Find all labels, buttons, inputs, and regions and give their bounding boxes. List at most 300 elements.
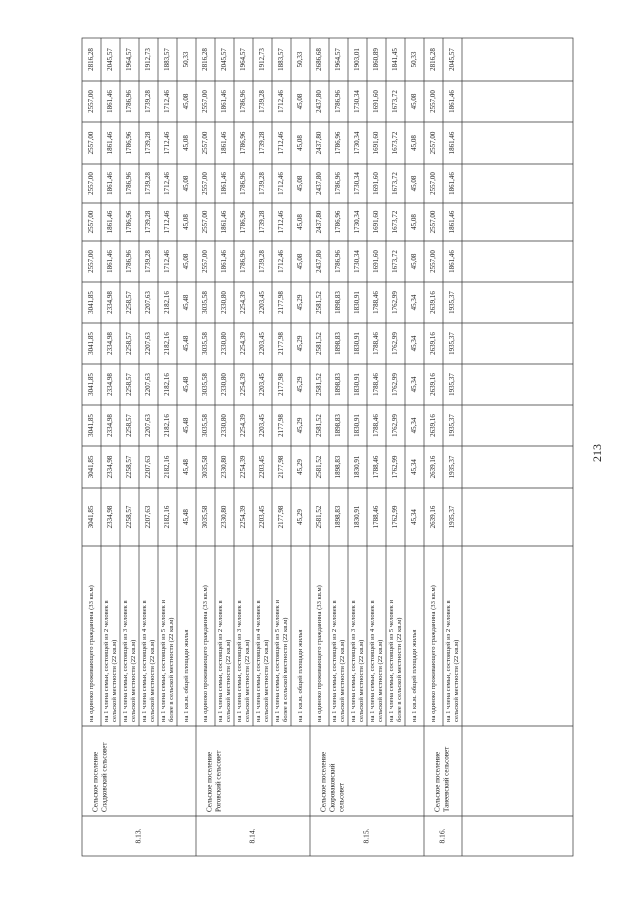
cell-value: 1762,99: [391, 505, 400, 529]
cell-value: 2258,57: [125, 455, 134, 479]
cell-value: 45,34: [410, 459, 419, 475]
table-row: [315, 48, 323, 722]
cell-value: 2182,16: [163, 332, 172, 355]
cell-value: 3041,85: [87, 332, 96, 355]
cell-value: 45,08: [182, 93, 191, 110]
cell-value: 45,48: [182, 376, 191, 393]
cell-value: 2258,57: [125, 291, 134, 314]
cell-value: 1964,57: [125, 48, 134, 71]
cell-value: 2557,00: [429, 250, 438, 273]
cell-value: 2816,28: [429, 48, 438, 71]
cell-value: 2254,39: [239, 373, 248, 396]
group-number: 8.15.: [361, 828, 371, 844]
row-label: на 1 члена семьи, состоящей из 3 человек в: [122, 600, 130, 722]
row-label: на 1 члена семьи, состоящей из 2 человек в: [103, 600, 111, 722]
cell-value: 2203,45: [258, 455, 267, 479]
table-row: [215, 38, 232, 726]
cell-value: 1730,34: [353, 172, 362, 195]
cell-value: 2203,45: [258, 332, 267, 355]
cell-value: 2045,57: [220, 48, 229, 71]
cell-value: 1898,83: [334, 291, 343, 314]
row-label: на 1 члена семьи, состоящей из 2 человек в: [331, 600, 339, 722]
row-label: на 1 члена семьи, состоящей из 2 человек в: [217, 600, 225, 722]
cell-value: 2437,80: [315, 90, 324, 113]
cell-value: 2557,00: [87, 210, 96, 234]
cell-value: 45,29: [296, 417, 305, 434]
cell-value: 2557,00: [201, 250, 210, 273]
row-label: более в сельской местности (22 кв.м): [168, 617, 176, 722]
cell-value: 1898,83: [334, 455, 343, 479]
cell-value: 1739,28: [144, 250, 153, 273]
cell-value: 2437,80: [315, 172, 324, 195]
cell-value: 1712,46: [163, 210, 172, 234]
cell-value: 2258,57: [125, 373, 134, 396]
row-label: сельской местности (22 кв.м): [130, 639, 138, 722]
cell-value: 45,29: [296, 509, 305, 525]
table-row: [386, 38, 403, 726]
cell-value: 1712,46: [277, 90, 286, 113]
cell-value: 2254,39: [239, 455, 248, 479]
cell-value: 1730,34: [353, 250, 362, 273]
cell-value: 2330,80: [220, 291, 229, 314]
cell-value: 2557,00: [201, 172, 210, 195]
table-row: [348, 38, 365, 726]
cell-value: 3035,58: [201, 291, 210, 314]
cell-value: 1730,34: [353, 131, 362, 155]
cell-value: 2557,00: [87, 250, 96, 273]
cell-value: 2581,52: [315, 332, 324, 355]
cell-value: 1712,46: [163, 90, 172, 113]
table-frame: [82, 38, 573, 856]
row-label: на 1 члена семьи, состоящей из 4 человек в: [369, 600, 377, 722]
cell-value: 2177,98: [277, 505, 286, 529]
table-group-8-13: [87, 38, 196, 856]
cell-value: 2330,80: [220, 414, 229, 437]
cell-value: 1712,46: [163, 131, 172, 155]
cell-value: 45,48: [182, 294, 191, 311]
cell-value: 1730,34: [353, 210, 362, 234]
cell-value: 3041,85: [87, 414, 96, 437]
cell-value: 2258,57: [125, 414, 134, 437]
cell-value: 1788,46: [372, 373, 381, 396]
row-label: на одиноко проживающего гражданина (33 кв.м): [316, 585, 324, 722]
cell-value: 45,08: [410, 175, 419, 192]
table-row: [272, 38, 289, 726]
settlement-name: Сельское поселение: [205, 751, 214, 812]
cell-value: 2207,63: [144, 332, 153, 355]
cell-value: 45,48: [182, 335, 191, 352]
cell-value: 2207,63: [144, 414, 153, 437]
cell-value: 1712,46: [163, 250, 172, 273]
cell-value: 2581,52: [315, 455, 324, 479]
cell-value: 2557,00: [87, 90, 96, 113]
cell-value: 1786,96: [239, 131, 248, 155]
cell-value: 1788,46: [372, 291, 381, 314]
cell-value: 45,08: [296, 175, 305, 192]
row-label: на одиноко проживающего гражданина (33 кв.м): [88, 585, 96, 722]
cell-value: 1898,83: [334, 505, 343, 529]
row-label: сельской местности (22 кв.м): [149, 639, 157, 722]
cell-value: 2254,39: [239, 332, 248, 355]
row-label: более в сельской местности (22 кв.м): [396, 617, 404, 722]
cell-value: 1935,37: [448, 455, 457, 479]
cell-value: 1861,46: [106, 250, 115, 273]
cell-value: 2182,16: [163, 505, 172, 529]
cell-value: 45,48: [182, 417, 191, 434]
cell-value: 45,29: [296, 459, 305, 475]
cell-value: 1830,91: [353, 291, 362, 314]
row-label: на 1 кв.м. общей площади жилья: [297, 629, 305, 722]
cell-value: 1860,89: [372, 48, 381, 71]
row-label: на 1 члена семьи, состоящей из 2 человек в: [445, 600, 453, 722]
cell-value: 45,08: [410, 214, 419, 230]
cell-value: 45,29: [296, 294, 305, 311]
cell-value: 50,33: [410, 51, 419, 68]
cell-value: 2330,80: [220, 373, 229, 396]
cell-value: 1739,28: [144, 90, 153, 113]
cell-value: 1861,46: [220, 210, 229, 234]
row-label: сельской местности (22 кв.м): [453, 639, 461, 722]
cell-value: 1673,72: [391, 90, 400, 113]
cell-value: 1964,57: [239, 48, 248, 71]
cell-value: 2177,98: [277, 373, 286, 396]
cell-value: 2207,63: [144, 373, 153, 396]
cell-value: 2557,00: [429, 90, 438, 113]
table-row: [139, 38, 156, 726]
cell-value: 1691,60: [372, 172, 381, 195]
table-row: [253, 38, 270, 726]
cell-value: 1730,34: [353, 90, 362, 113]
cell-value: 2207,63: [144, 505, 153, 529]
cell-value: 2203,45: [258, 505, 267, 529]
cell-value: 2207,63: [144, 455, 153, 479]
cell-value: 45,08: [182, 175, 191, 192]
cell-value: 1935,37: [448, 414, 457, 437]
cell-value: 1861,46: [448, 131, 457, 155]
table-row: [234, 38, 251, 726]
cell-value: 1861,46: [220, 172, 229, 195]
cell-value: 1712,46: [163, 172, 172, 195]
cell-value: 2330,80: [220, 332, 229, 355]
cell-value: 45,34: [410, 417, 419, 434]
row-label: на одиноко проживающего гражданина (33 кв.м): [430, 585, 438, 722]
cell-value: 45,08: [296, 214, 305, 230]
cell-value: 3041,85: [87, 291, 96, 314]
cell-value: 1739,28: [258, 131, 267, 155]
cell-value: 1841,45: [391, 48, 400, 71]
cell-value: 1861,46: [220, 90, 229, 113]
cell-value: 1739,28: [144, 131, 153, 155]
cell-value: 1712,46: [277, 131, 286, 155]
cell-value: 1830,91: [353, 414, 362, 437]
cell-value: 3035,58: [201, 373, 210, 396]
cell-value: 1935,37: [448, 332, 457, 355]
cell-value: 2203,45: [258, 291, 267, 314]
table-row: [405, 38, 418, 726]
cell-value: 1830,91: [353, 505, 362, 529]
cell-value: 1673,72: [391, 131, 400, 155]
cell-value: 1786,96: [334, 210, 343, 234]
cell-value: 2334,98: [106, 373, 115, 396]
cell-value: 2557,00: [201, 210, 210, 234]
cell-value: 1883,57: [163, 48, 172, 71]
cell-value: 2557,00: [87, 131, 96, 155]
cell-value: 1861,46: [106, 172, 115, 195]
cell-value: 1673,72: [391, 172, 400, 195]
table-row: [367, 38, 384, 726]
cell-value: 2581,52: [315, 291, 324, 314]
cell-value: 2177,98: [277, 455, 286, 479]
cell-value: 2639,16: [429, 505, 438, 529]
row-label: сельской местности (22 кв.м): [111, 639, 119, 722]
cell-value: 45,08: [296, 253, 305, 270]
cell-value: 3041,85: [87, 373, 96, 396]
cell-value: 45,29: [296, 335, 305, 352]
cell-value: 45,34: [410, 509, 419, 525]
cell-value: 1861,46: [106, 90, 115, 113]
row-label: более в сельской местности (22 кв.м): [282, 617, 290, 722]
cell-value: 45,48: [182, 509, 191, 525]
cell-value: 2254,39: [239, 505, 248, 529]
cell-value: 45,29: [296, 376, 305, 393]
cell-value: 2045,57: [448, 48, 457, 71]
cell-value: 2639,16: [429, 373, 438, 396]
cell-value: 1830,91: [353, 332, 362, 355]
cell-value: 1786,96: [125, 131, 134, 155]
cell-value: 2581,52: [315, 505, 324, 529]
cell-value: 2207,63: [144, 291, 153, 314]
cell-value: 1861,46: [106, 210, 115, 234]
cell-value: 1912,73: [144, 48, 153, 71]
cell-value: 1861,46: [448, 90, 457, 113]
table-row: [177, 38, 190, 726]
cell-value: 1739,28: [144, 210, 153, 234]
cell-value: 45,08: [296, 135, 305, 151]
cell-value: 2182,16: [163, 291, 172, 314]
settlement-name: Роговский сельсовет: [214, 750, 223, 812]
cell-value: 1861,46: [448, 250, 457, 273]
settlement-name: Сельское поселение: [319, 751, 328, 812]
group-number: 8.13.: [133, 828, 143, 844]
cell-value: 1691,60: [372, 90, 381, 113]
table-group-8-15: [315, 38, 424, 856]
cell-value: 2258,57: [125, 332, 134, 355]
cell-value: 1712,46: [277, 210, 286, 234]
cell-value: 1861,46: [106, 131, 115, 155]
cell-value: 1935,37: [448, 291, 457, 314]
row-label: на одиноко проживающего гражданина (33 кв.м): [202, 585, 210, 722]
cell-value: 1912,73: [258, 48, 267, 71]
cell-value: 2254,39: [239, 291, 248, 314]
cell-value: 1786,96: [334, 131, 343, 155]
cell-value: 2334,98: [106, 291, 115, 314]
cell-value: 1786,96: [334, 90, 343, 113]
cell-value: 2182,16: [163, 414, 172, 437]
cell-value: 2437,80: [315, 210, 324, 234]
row-label: на 1 члена семьи, состоящей из 3 человек в: [236, 600, 244, 722]
cell-value: 2639,16: [429, 455, 438, 479]
cell-value: 2203,45: [258, 373, 267, 396]
table-row: [87, 48, 95, 722]
cell-value: 1830,91: [353, 455, 362, 479]
cell-value: 1788,46: [372, 332, 381, 355]
cell-value: 1762,99: [391, 414, 400, 437]
cell-value: 45,08: [296, 93, 305, 110]
cell-value: 2334,98: [106, 455, 115, 479]
settlement-name: Танеевский сельсовет: [442, 746, 451, 812]
cell-value: 1861,46: [220, 250, 229, 273]
cell-value: 50,33: [296, 51, 305, 68]
cell-value: 1786,96: [125, 210, 134, 234]
cell-value: 1786,96: [125, 250, 134, 273]
cell-value: 1861,46: [220, 131, 229, 155]
cell-value: 2581,52: [315, 373, 324, 396]
cell-value: 1762,99: [391, 291, 400, 314]
cell-value: 2639,16: [429, 291, 438, 314]
cell-value: 3041,85: [87, 455, 96, 479]
row-label: сельской местности (22 кв.м): [225, 639, 233, 722]
cell-value: 1739,28: [258, 90, 267, 113]
cell-value: 3035,58: [201, 505, 210, 529]
cell-value: 1786,96: [334, 250, 343, 273]
cell-value: 3035,58: [201, 455, 210, 479]
cell-value: 2334,98: [106, 414, 115, 437]
table-row: [443, 38, 460, 726]
cell-value: 1786,96: [125, 172, 134, 195]
cell-value: 1739,28: [258, 250, 267, 273]
settlement-name: Сладковский сельсовет: [100, 742, 109, 812]
cell-value: 2816,28: [201, 48, 210, 71]
cell-value: 2557,00: [429, 210, 438, 234]
cell-value: 45,08: [182, 135, 191, 151]
cell-value: 2203,45: [258, 414, 267, 437]
cell-value: 1786,96: [334, 172, 343, 195]
settlement-name: Сельское поселение: [433, 751, 442, 812]
row-label: сельской местности (22 кв.м): [244, 639, 252, 722]
group-number: 8.16.: [437, 828, 447, 844]
cell-value: 1786,96: [239, 210, 248, 234]
cell-value: 2557,00: [201, 131, 210, 155]
table-row: [291, 38, 304, 726]
table-row: [158, 38, 175, 726]
cell-value: 50,33: [182, 51, 191, 68]
cell-value: 1861,46: [448, 172, 457, 195]
cell-value: 2816,28: [87, 48, 96, 71]
cell-value: 45,48: [182, 459, 191, 475]
cell-value: 2330,80: [220, 505, 229, 529]
cell-value: 2581,52: [315, 414, 324, 437]
table-row: [101, 38, 118, 726]
settlement-name: сельсовет: [337, 782, 346, 812]
cell-value: 1673,72: [391, 250, 400, 273]
cell-value: 1786,96: [125, 90, 134, 113]
cell-value: 2686,68: [315, 48, 324, 71]
row-label: на 1 члена семьи, состоящей из 4 человек в: [255, 600, 263, 722]
cell-value: 45,08: [182, 253, 191, 270]
cell-value: 1830,91: [353, 373, 362, 396]
cell-value: 1898,83: [334, 332, 343, 355]
cell-value: 2254,39: [239, 414, 248, 437]
cell-value: 2045,57: [106, 48, 115, 71]
cell-value: 2557,00: [87, 172, 96, 195]
cell-value: 1786,96: [239, 172, 248, 195]
cell-value: 1861,46: [448, 210, 457, 234]
cell-value: 1739,28: [258, 210, 267, 234]
table-row: [329, 38, 346, 726]
cell-value: 1712,46: [277, 250, 286, 273]
row-label: на 1 члена семьи, состоящей из 5 человек и: [388, 599, 396, 722]
cell-value: 1898,83: [334, 373, 343, 396]
cell-value: 45,08: [410, 93, 419, 110]
cell-value: 2177,98: [277, 291, 286, 314]
settlement-name: Скороваковский: [328, 763, 337, 812]
group-number: 8.14.: [247, 828, 257, 844]
table-group-8-14: [201, 38, 310, 856]
cell-value: 1964,57: [334, 48, 343, 71]
page-number: 213: [589, 444, 604, 462]
cell-value: 45,08: [182, 214, 191, 230]
cell-value: 2334,98: [106, 332, 115, 355]
cell-value: 45,34: [410, 376, 419, 393]
cell-value: 3041,85: [87, 505, 96, 529]
cell-value: 45,34: [410, 294, 419, 311]
cell-value: 2437,80: [315, 131, 324, 155]
cell-value: 2258,57: [125, 505, 134, 529]
cell-value: 2182,16: [163, 455, 172, 479]
cell-value: 2639,16: [429, 414, 438, 437]
cell-value: 2330,80: [220, 455, 229, 479]
cell-value: 1786,96: [239, 250, 248, 273]
cell-value: 3035,58: [201, 414, 210, 437]
cell-value: 1935,37: [448, 373, 457, 396]
row-label: на 1 члена семьи, состоящей из 5 человек и: [160, 599, 168, 722]
row-label: на 1 кв.м. общей площади жилья: [183, 629, 191, 722]
cell-value: 1788,46: [372, 505, 381, 529]
cell-value: 1673,72: [391, 210, 400, 234]
cell-value: 2334,98: [106, 505, 115, 529]
cell-value: 2182,16: [163, 373, 172, 396]
row-label: сельской местности (22 кв.м): [339, 639, 347, 722]
table-row: [120, 38, 137, 726]
table-group-8-16: [429, 38, 462, 856]
cell-value: 1762,99: [391, 332, 400, 355]
table-row: [429, 48, 437, 722]
cell-value: 45,08: [410, 135, 419, 151]
cell-value: 2557,00: [429, 131, 438, 155]
row-label: на 1 члена семьи, состоящей из 3 человек в: [350, 600, 358, 722]
cell-value: 1898,83: [334, 414, 343, 437]
cell-value: 2177,98: [277, 332, 286, 355]
cell-value: 3035,58: [201, 332, 210, 355]
cell-value: 1883,57: [277, 48, 286, 71]
cell-value: 2639,16: [429, 332, 438, 355]
cell-value: 2557,00: [201, 90, 210, 113]
cell-value: 1788,46: [372, 414, 381, 437]
row-label: на 1 члена семьи, состоящей из 5 человек и: [274, 599, 282, 722]
settlement-name: Сельское поселение: [91, 751, 100, 812]
table-row: [201, 48, 209, 722]
cell-value: 1691,60: [372, 210, 381, 234]
cell-value: 1691,60: [372, 250, 381, 273]
cell-value: 1788,46: [372, 455, 381, 479]
cell-value: 1762,99: [391, 373, 400, 396]
cell-value: 1903,01: [353, 48, 362, 71]
cell-value: 1712,46: [277, 172, 286, 195]
row-label: сельской местности (22 кв.м): [377, 639, 385, 722]
cell-value: 45,34: [410, 335, 419, 352]
cell-value: 1935,37: [448, 505, 457, 529]
row-label: на 1 кв.м. общей площади жилья: [411, 629, 419, 722]
